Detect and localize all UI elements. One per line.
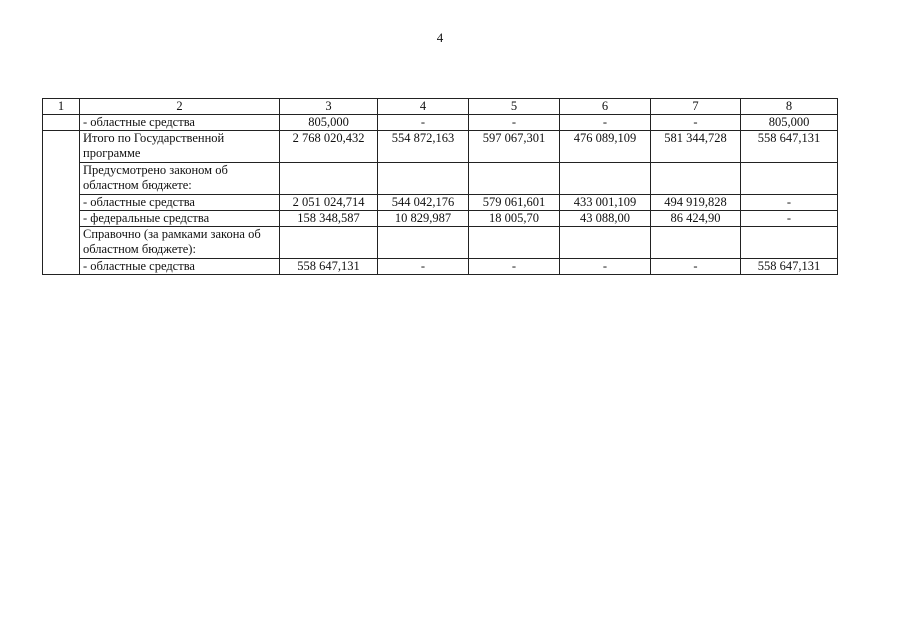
header-cell: 1 <box>43 99 80 115</box>
value-cell: 558 647,131 <box>741 259 838 275</box>
value-cell <box>741 163 838 195</box>
budget-table <box>42 98 838 275</box>
header-cell: 3 <box>280 99 378 115</box>
value-cell: 805,000 <box>741 115 838 131</box>
value-cell <box>560 163 651 195</box>
header-cell: 6 <box>560 99 651 115</box>
row-label: - областные средства <box>80 195 280 211</box>
number-cell <box>43 115 80 131</box>
row-label: - федеральные средства <box>80 211 280 227</box>
value-cell: - <box>469 115 560 131</box>
value-cell: - <box>560 259 651 275</box>
row-label: - областные средства <box>80 259 280 275</box>
value-cell: 2 768 020,432 <box>280 131 378 163</box>
value-cell: - <box>741 195 838 211</box>
header-cell: 4 <box>378 99 469 115</box>
table-row <box>43 163 838 195</box>
table-header-row <box>43 99 838 115</box>
value-cell: 86 424,90 <box>651 211 741 227</box>
value-cell: 597 067,301 <box>469 131 560 163</box>
value-cell: 10 829,987 <box>378 211 469 227</box>
value-cell <box>469 163 560 195</box>
value-cell: 558 647,131 <box>280 259 378 275</box>
value-cell: 544 042,176 <box>378 195 469 211</box>
value-cell <box>651 163 741 195</box>
table-row <box>43 131 838 163</box>
value-cell <box>378 227 469 259</box>
value-cell: - <box>378 115 469 131</box>
value-cell <box>378 163 469 195</box>
value-cell: - <box>560 115 651 131</box>
value-cell: 476 089,109 <box>560 131 651 163</box>
value-cell: 494 919,828 <box>651 195 741 211</box>
row-label: Справочно (за рамками закона об областном бюджете): <box>80 227 280 259</box>
value-cell: 43 088,00 <box>560 211 651 227</box>
table-row <box>43 211 838 227</box>
value-cell: 805,000 <box>280 115 378 131</box>
value-cell <box>469 227 560 259</box>
value-cell: 558 647,131 <box>741 131 838 163</box>
value-cell: 2 051 024,714 <box>280 195 378 211</box>
value-cell: 554 872,163 <box>378 131 469 163</box>
row-label: Итого по Государственной программе <box>80 131 280 163</box>
value-cell: 433 001,109 <box>560 195 651 211</box>
header-cell: 2 <box>80 99 280 115</box>
value-cell <box>741 227 838 259</box>
value-cell: - <box>651 115 741 131</box>
page-number: 4 <box>436 30 444 45</box>
number-cell <box>43 131 80 275</box>
table-row <box>43 195 838 211</box>
value-cell <box>651 227 741 259</box>
value-cell: 18 005,70 <box>469 211 560 227</box>
value-cell <box>560 227 651 259</box>
table-row <box>43 115 838 131</box>
table-row <box>43 227 838 259</box>
row-label: Предусмотрено законом об областном бюджете: <box>80 163 280 195</box>
value-cell <box>280 163 378 195</box>
header-cell: 5 <box>469 99 560 115</box>
header-cell: 7 <box>651 99 741 115</box>
header-cell: 8 <box>741 99 838 115</box>
table-row <box>43 259 838 275</box>
value-cell: - <box>741 211 838 227</box>
value-cell: 579 061,601 <box>469 195 560 211</box>
value-cell: 158 348,587 <box>280 211 378 227</box>
value-cell: - <box>651 259 741 275</box>
row-label: - областные средства <box>80 115 280 131</box>
value-cell: - <box>378 259 469 275</box>
value-cell: - <box>469 259 560 275</box>
value-cell <box>280 227 378 259</box>
value-cell: 581 344,728 <box>651 131 741 163</box>
